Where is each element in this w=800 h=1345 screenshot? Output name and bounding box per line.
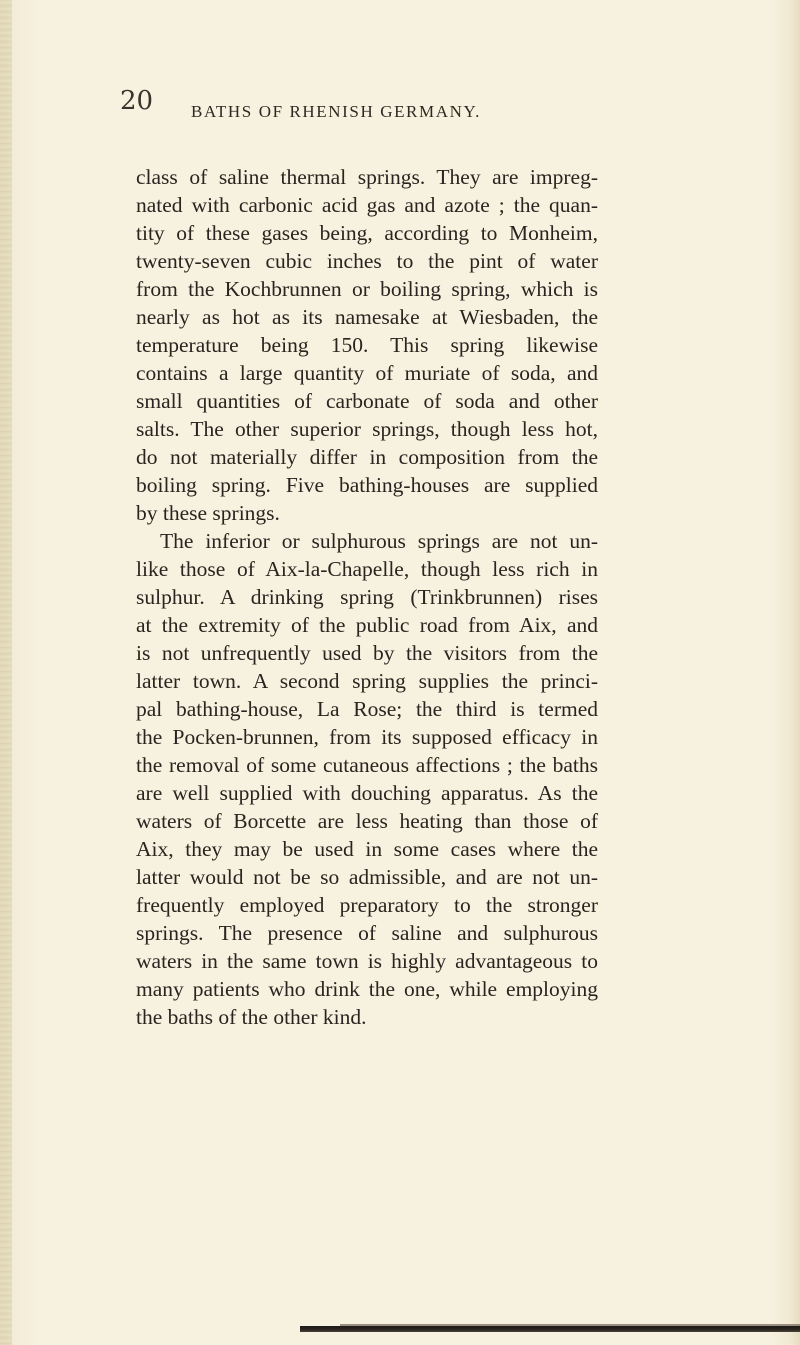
text-line: latter would not be so admissible, and are not un- [136, 865, 598, 889]
page-number: 20 [120, 86, 154, 116]
text-line: frequently employed preparatory to the stronger [136, 893, 598, 917]
text-line: Aix, they may be used in some cases where the [136, 837, 598, 861]
text-line: salts. The other superior springs, though less hot, [136, 417, 598, 441]
text-line: tity of these gases being, according to Monheim, [136, 221, 598, 245]
text-line: at the extremity of the public road from Aix, and [136, 613, 598, 637]
text-line: waters of Borcette are less heating than those of [136, 809, 598, 833]
text-line: waters in the same town is highly advantageous to [136, 949, 598, 973]
text-line: small quantities of carbonate of soda and other [136, 389, 598, 413]
page-header [120, 82, 640, 122]
text-line-paragraph-end: by these springs. [136, 501, 280, 525]
text-line: twenty-seven cubic inches to the pint of water [136, 249, 598, 273]
text-line-paragraph-end: the baths of the other kind. [136, 1005, 367, 1029]
text-line: boiling spring. Five bathing-houses are supplied [136, 473, 598, 497]
text-line: contains a large quantity of muriate of soda, and [136, 361, 598, 385]
text-line: nearly as hot as its namesake at Wiesbaden, the [136, 305, 598, 329]
text-line: class of saline thermal springs. They are impreg- [136, 165, 598, 189]
text-line: pal bathing-house, La Rose; the third is termed [136, 697, 598, 721]
text-line: sulphur. A drinking spring (Trinkbrunnen) rises [136, 585, 598, 609]
text-line: temperature being 150. This spring likewise [136, 333, 598, 357]
text-line: nated with carbonic acid gas and azote ; the quan- [136, 193, 598, 217]
text-line-paragraph-start: The inferior or sulphurous springs are not un- [160, 529, 598, 553]
text-line: many patients who drink the one, while employing [136, 977, 598, 1001]
body-text [136, 163, 598, 1031]
text-line: the Pocken-brunnen, from its supposed efficacy in [136, 725, 598, 749]
text-line: latter town. A second spring supplies the princi- [136, 669, 598, 693]
page-bottom-edge [300, 1326, 800, 1332]
running-title: BATHS OF RHENISH GERMANY. [191, 102, 482, 121]
page-binding-edge [0, 0, 12, 1345]
text-line: from the Kochbrunnen or boiling spring, which is [136, 277, 598, 301]
text-line: are well supplied with douching apparatus. As the [136, 781, 598, 805]
text-line: is not unfrequently used by the visitors from the [136, 641, 598, 665]
text-line: do not materially differ in composition from the [136, 445, 598, 469]
text-line: like those of Aix-la-Chapelle, though less rich in [136, 557, 598, 581]
text-line: springs. The presence of saline and sulphurous [136, 921, 598, 945]
text-line: the removal of some cutaneous affections ; the baths [136, 753, 598, 777]
